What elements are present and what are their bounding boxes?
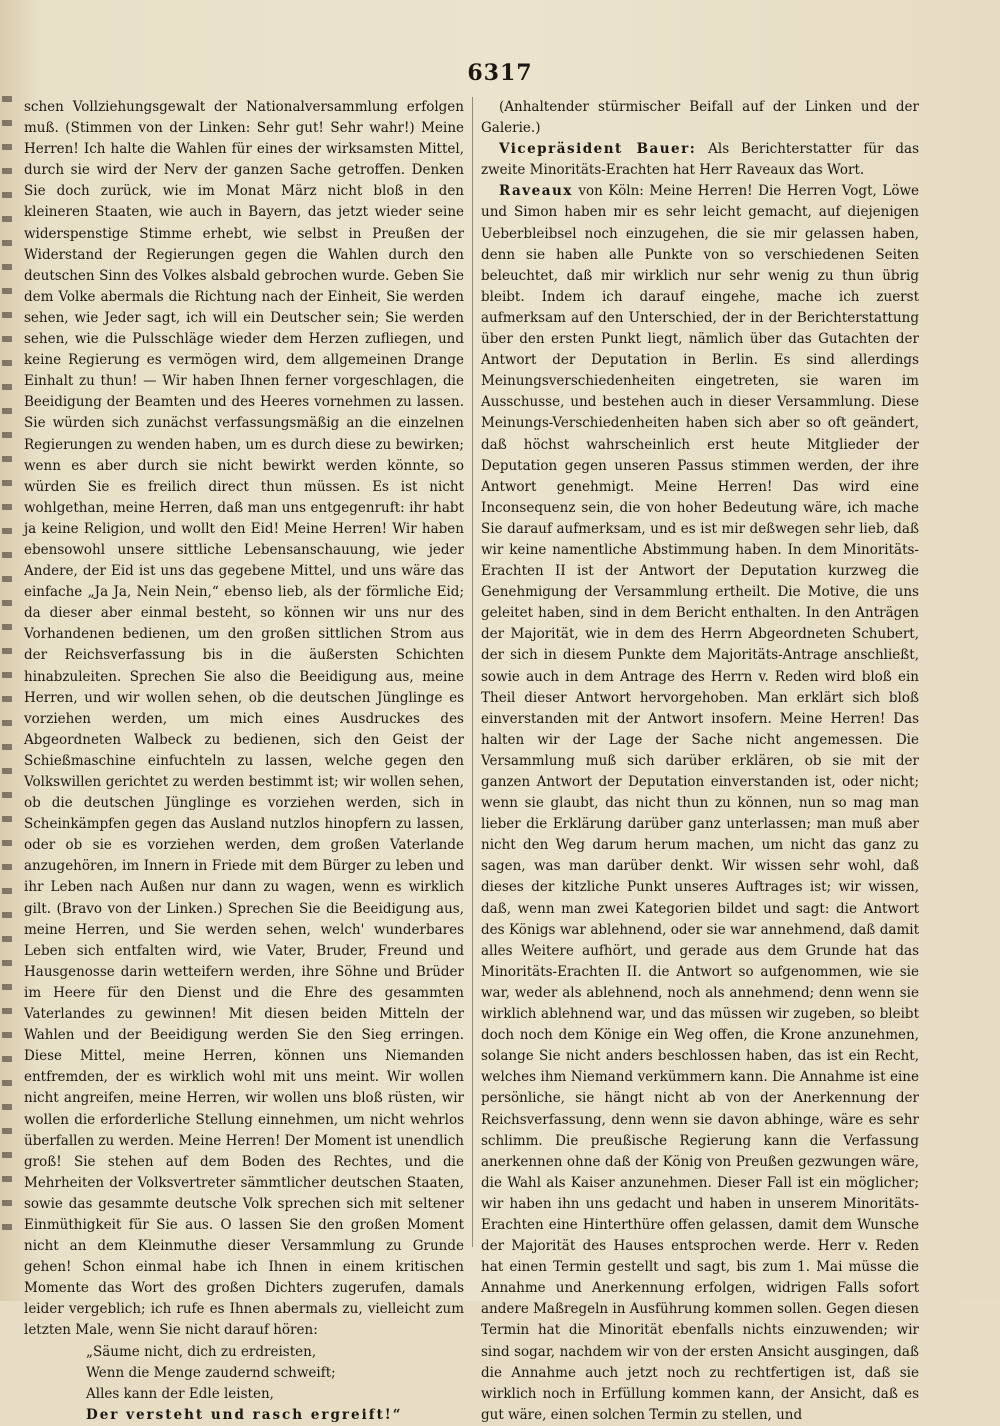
right-column bbox=[481, 97, 919, 1426]
vicepresident-text: Als Berichterstatter für das zweite Minoritäts-Erachten hat Herr Raveaux das Wort. bbox=[481, 141, 920, 179]
poem-line: Der versteht und rasch ergreift!“ bbox=[86, 1406, 403, 1423]
applause-note: (Anhaltender stürmischer Beifall auf der Linken und der Galerie.) bbox=[481, 99, 919, 137]
vicepresident-paragraph bbox=[481, 139, 919, 181]
raveaux-text: von Köln: Meine Herren! Die Herren Vogt, Löwe und Simon haben mir es sehr leicht gemacht, auf diejenigen Ueberbleibsel noch einzugehen, die sie mir gelassen haben, denn sie haben alle Punkte von so verschiedenen Seiten beleuchtet, daß mir wirklich nur sehr wenig zu thun übrig bleibt. Indem ich darauf eingehe, mache ich zuerst aufmerksam auf den Unterschied, der in der Berichterstattung über den ersten Punkt liegt, nämlich über das Gutachten der Antwort der Deputation in Berlin. Es sind allerdings Meinungsverschiedenheiten eingetreten, sie waren im Ausschusse, und bestehen auch in dieser Versammlung. Diese Meinungs-Verschiedenheiten haben sich aber so oft geändert, daß höchst wahrscheinlich erst heute Mitglieder der Deputation gegen unseren Passus stimmen werden, der ihre Antwort genehmigt. Meine Herren! Das wird eine Inconsequenz sein, die von hoher Bedeutung wäre, ich mache Sie darauf aufmerksam, und es ist mir deßwegen sehr lieb, daß wir keine namentliche Abstimmung haben. In dem Minoritäts-Erachten II ist der Antwort der Deputation kurzweg die Genehmigung der Versammlung ertheilt. Die Motive, die uns geleitet haben, sind in dem Bericht enthalten. In den Anträgen der Majorität, wie in dem des Herrn Abgeordneten Schubert, der sich in diesem Punkte dem Majoritäts-Antrage anschließt, sowie auch in dem Antrage des Herrn v. Reden wird bloß ein Theil dieser Antwort hervorgehoben. Man erklärt sich bloß einverstanden mit der Antwort insofern. Meine Herren! Das halten wir der Lage der Sache nicht angemessen. Die Versammlung muß sich darüber erklären, ob sie mit der ganzen Antwort der Deputation einverstanden ist, oder nicht; wenn sie glaubt, das nicht thun zu können, nun so mag man lieber die Erklärung darüber ganz unterlassen; man muß aber nicht den Weg darum herum machen, um nicht das ganz zu sagen, was man darüber denkt. Wir wissen sehr wohl, daß dieses der kitzliche Punkt unseres Auftrages ist; wir wissen, daß, wenn man zwei Kategorien bildet und sagt: die Antwort des Königs war ablehnend, oder sie war annehmend, daß damit alles Weitere aufhört, und gerade aus dem Grunde hat das Minoritäts-Erachten II. die Antwort so aufgenommen, wie sie war, weder als ablehnend, noch als annehmend; denn wenn sie wirklich ablehnend war, und das müssen wir zugeben, so bleibt doch noch dem Könige ein Weg offen, die Krone anzunehmen, solange Sie nicht anders beschlossen haben, das ist ein Recht, welches ihm Niemand verkümmern kann. Die Annahme ist eine persönliche, sie hängt nicht ab von der Anerkennung der Reichsverfassung, denn wenn sie davon abhinge, wäre es sehr schlimm. Die preußische Regierung kann die Verfassung anerkennen ohne daß der König von Preußen gezwungen wäre, die Wahl als Kaiser anzunehmen. Dieser Fall ist ein möglicher; wir haben ihn uns gedacht und haben in unserem Minoritäts-Erachten eine Hinterthüre offen gelassen, damit dem Wunsche der Majorität des Hauses entsprochen werde. Herr v. Reden hat einen Termin gestellt und sagt, bis zum 1. Mai müsse die Annahme und Anerkennung erfolgen, widrigen Falls sofort andere Maßregeln in Ausführung kommen sollen. Gegen diesen Termin hat die Minorität ebenfalls nichts einzuwenden; wir sind sogar, nachdem wir von der ersten Ansicht ausgingen, daß die Annahme auch jetzt noch zu rechtfertigen ist, daß sie wirklich noch in Erfüllung kommen kann, der Ansicht, daß es gut wäre, einen solchen Termin zu stellen, und bbox=[481, 183, 920, 1423]
poem-line: Alles kann der Edle leisten, bbox=[86, 1385, 274, 1402]
poem-line: Wenn die Menge zaudernd schweift; bbox=[86, 1364, 336, 1381]
speaker-name: Raveaux bbox=[499, 183, 573, 200]
speaker-name: Vicepräsident Bauer: bbox=[499, 141, 697, 158]
raveaux-paragraph bbox=[481, 181, 919, 1426]
poem-line: „Säume nicht, dich zu erdreisten, bbox=[86, 1343, 317, 1360]
binding-gutter bbox=[2, 96, 12, 1236]
speech-paragraph: schen Vollziehungsgewalt der Nationalversammlung erfolgen muß. (Stimmen von der Linken: Sehr gut! Sehr wahr!) Meine Herren! Ich halte die Wahlen für eines der wirksamsten Mittel, durch sie wird der Nerv der ganzen Sache getroffen. Denken Sie doch zurück, wie im Monat März nicht bloß in den kleineren Staaten, wie auch in Bayern, das jetzt wieder seine widerspenstige Stimme erhebt, wie selbst in Preußen der Widerstand der Regierungen gegen die Wahlen durch den deutschen Sinn des Volkes alsbald gebrochen wurde. Geben Sie dem Volke abermals die Richtung nach der Einheit, Sie werden sehen, wie Jeder sagt, ich will ein Deutscher sein; Sie werden sehen, wie die Pulsschläge wieder dem Herzen zufliegen, und keine Regierung es vermögen wird, dem allgemeinen Drange Einhalt zu thun! — Wir haben Ihnen ferner vorgeschlagen, die Beeidigung der Beamten und des Heeres vornehmen zu lassen. Sie würden sich zunächst verfassungsmäßig an die einzelnen Regierungen zu wenden haben, um es durch diese zu bewirken; wenn es aber durch sie nicht bewirkt werden könnte, so würden Sie es freilich direct thun müssen. Es ist nicht wohlgethan, meine Herren, daß man uns entgegenruft: ihr habt ja keine Religion, und wollt den Eid! Meine Herren! Wir haben ebensowohl unsere sittliche Lebensanschauung, wie jeder Andere, der Eid ist uns das gegebene Mittel, und uns wäre das einfache „Ja Ja, Nein Nein,“ ebenso lieb, als der förmliche Eid; da dieser aber einmal besteht, so können wir uns nur des Vorhandenen bedienen, um den großen sittlichen Strom aus der Reichsverfassung bis in die äußersten Schichten hinabzuleiten. Sprechen Sie also die Beeidigung aus, meine Herren, und wir wollen sehen, ob die deutschen Jünglinge es vorziehen werden, um mich eines Ausdruckes des Abgeordneten Walbeck zu bedienen, sich den Geist der Schießmaschine einfuchteln zu lassen, welche gegen den Volkswillen gerichtet zu werden bestimmt ist; wir wollen sehen, ob die deutschen Jünglinge es vorziehen werden, sich in Scheinkämpfen gegen das Ausland nutzlos hinopfern zu lassen, oder ob sie es vorziehen werden, dem großen Vaterlande anzugehören, im Innern in Friede mit dem Bürger zu leben und ihr Leben nach Außen nur dann zu wagen, wenn es wirklich gilt. (Bravo von der Linken.) Sprechen Sie die Beeidigung aus, meine Herren, und Sie werden sehen, welch' wunderbares Leben sich entfalten wird, wie Vater, Bruder, Freund und Hausgenosse darin wetteifern werden, ihre Söhne und Brüder im Heere für den Dienst und die Ehre des gesammten Vaterlandes zu gewinnen! Mit diesen beiden Mitteln der Wahlen und der Beeidigung werden Sie den Sieg erringen. Diese Mittel, meine Herren, können uns Niemanden entfremden, der es wirklich wohl mit uns meint. Wir wollen nicht angreifen, meine Herren, wir wollen uns bloß rüsten, wir wollen die erforderliche Stellung einnehmen, um nicht wehrlos überfallen zu werden. Meine Herren! Der Moment ist unendlich groß! Sie stehen auf dem Boden des Rechtes, und die Mehrheiten der Volksvertreter sämmtlicher deutschen Staaten, sowie das gesammte deutsche Volk sprechen sich mit seltener Einmüthigkeit für Sie aus. O lassen Sie den großen Moment nicht an dem Kleinmuthe dieser Versammlung zu Grunde gehen! Schon einmal habe ich Ihnen in einem kritischen Momente das Wort des großen Dichters zugerufen, damals leider vergeblich; ich rufe es Ihnen abermals zu, vielleicht zum letzten Male, wenn Sie nicht darauf hören: bbox=[24, 99, 464, 1339]
column-divider bbox=[472, 97, 473, 1247]
poem-quote bbox=[86, 1342, 464, 1426]
left-column bbox=[24, 97, 464, 1426]
page-number: 6317 bbox=[467, 60, 533, 86]
